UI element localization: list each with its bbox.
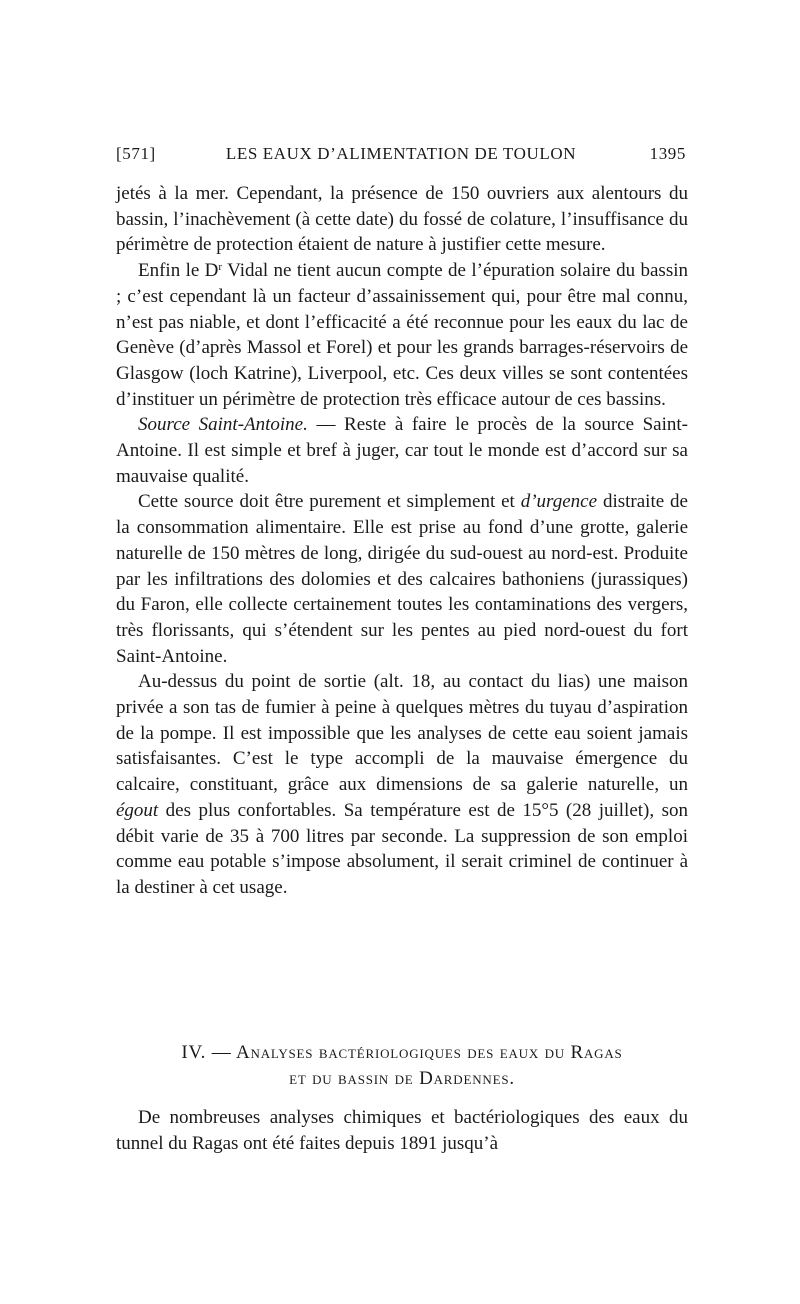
paragraph-5 <box>116 669 688 900</box>
page-reference: [571] <box>116 144 156 163</box>
section-heading-line-1: IV. — Analyses bactériologiques des eaux du Ragas <box>181 1042 623 1063</box>
section-heading-line-2: et du bassin de Dardennes. <box>289 1068 515 1089</box>
body-text <box>116 181 688 901</box>
paragraph-4-italic-word: d’urgence <box>520 491 598 513</box>
paragraph-4 <box>116 489 688 669</box>
paragraph-4-text-a: Cette source doit être purement et simplement et <box>138 491 521 513</box>
paragraph-2 <box>116 258 688 412</box>
page-number: 1395 <box>649 144 686 163</box>
paragraph-3-text: — Reste à faire le procès de la source Saint-Antoine. Il est simple et bref à juger, car tout le monde est d’accord sur sa mauvaise qualité. <box>116 414 688 487</box>
paragraph-2-superscript: r <box>218 261 223 274</box>
paragraph-5-text-b: des plus confortables. Sa température est de 15°5 (28 juillet), son débit varie de 35 à 700 litres par seconde. La suppression de son emploi comme eau potable s’impose absolument, il serait criminel de continuer à la destiner à cet usage. <box>116 799 688 898</box>
closing-paragraph: De nombreuses analyses chimiques et bactériologiques des eaux du tunnel du Ragas ont été faites depuis 1891 jusqu’à <box>116 1107 688 1154</box>
running-title: LES EAUX D’ALIMENTATION DE TOULON <box>225 144 577 163</box>
paragraph-3-italic-lead: Source Saint-Antoine. <box>138 414 308 436</box>
paragraph-2-text-a: Enfin le D <box>138 260 219 282</box>
paragraph-4-text-b: distraite de la consommation alimentaire. Elle est prise au fond d’une grotte, galerie naturelle de 150 mètres de long, dirigée du sud-ouest au nord-est. Produite par les infiltrations des dolomies et des calcaires bathoniens (jurassiques) du Faron, elle collecte certainement toutes les contaminations des vergers, très florissants, qui s’étendent sur les pentes au pied nord-ouest du fort Saint-Antoine. <box>116 491 688 667</box>
paragraph-5-italic-word: égout <box>116 799 159 821</box>
paragraph-3 <box>116 412 688 489</box>
section-heading <box>116 1040 688 1092</box>
paragraph-1 <box>116 181 688 258</box>
running-head <box>116 144 686 168</box>
paragraph-1-text: jetés à la mer. Cependant, la présence de 150 ouvriers aux alentours du bassin, l’inachèvement (à cette date) du fossé de colature, l’insuffisance du périmètre de protection étaient de nature à justifier cette mesure. <box>116 183 688 256</box>
paragraph-2-text-b: Vidal ne tient aucun compte de l’épuration solaire du bassin ; c’est cependant là un facteur d’assainissement qui, pour être mal connu, n’est pas niable, et dont l’efficacité a été reconnue pour les eaux du lac de Genève (d’après Massol et Forel) et pour les grands barrages-réservoirs de Glasgow (loch Katrine), Liverpool, etc. Ces deux villes se sont contentées d’instituer un périmètre de protection très efficace autour de ces bassins. <box>116 260 688 410</box>
paragraph-5-text-a: Au-dessus du point de sortie (alt. 18, au contact du lias) une maison privée a son tas de fumier à peine à quelques mètres du tuyau d’aspiration de la pompe. Il est impossible que les analyses de cette eau soient jamais satisfaisantes. C’est le type accompli de la mauvaise émergence du calcaire, constituant, grâce aux dimensions de sa galerie naturelle, un <box>116 671 688 796</box>
closing-text <box>116 1105 688 1156</box>
